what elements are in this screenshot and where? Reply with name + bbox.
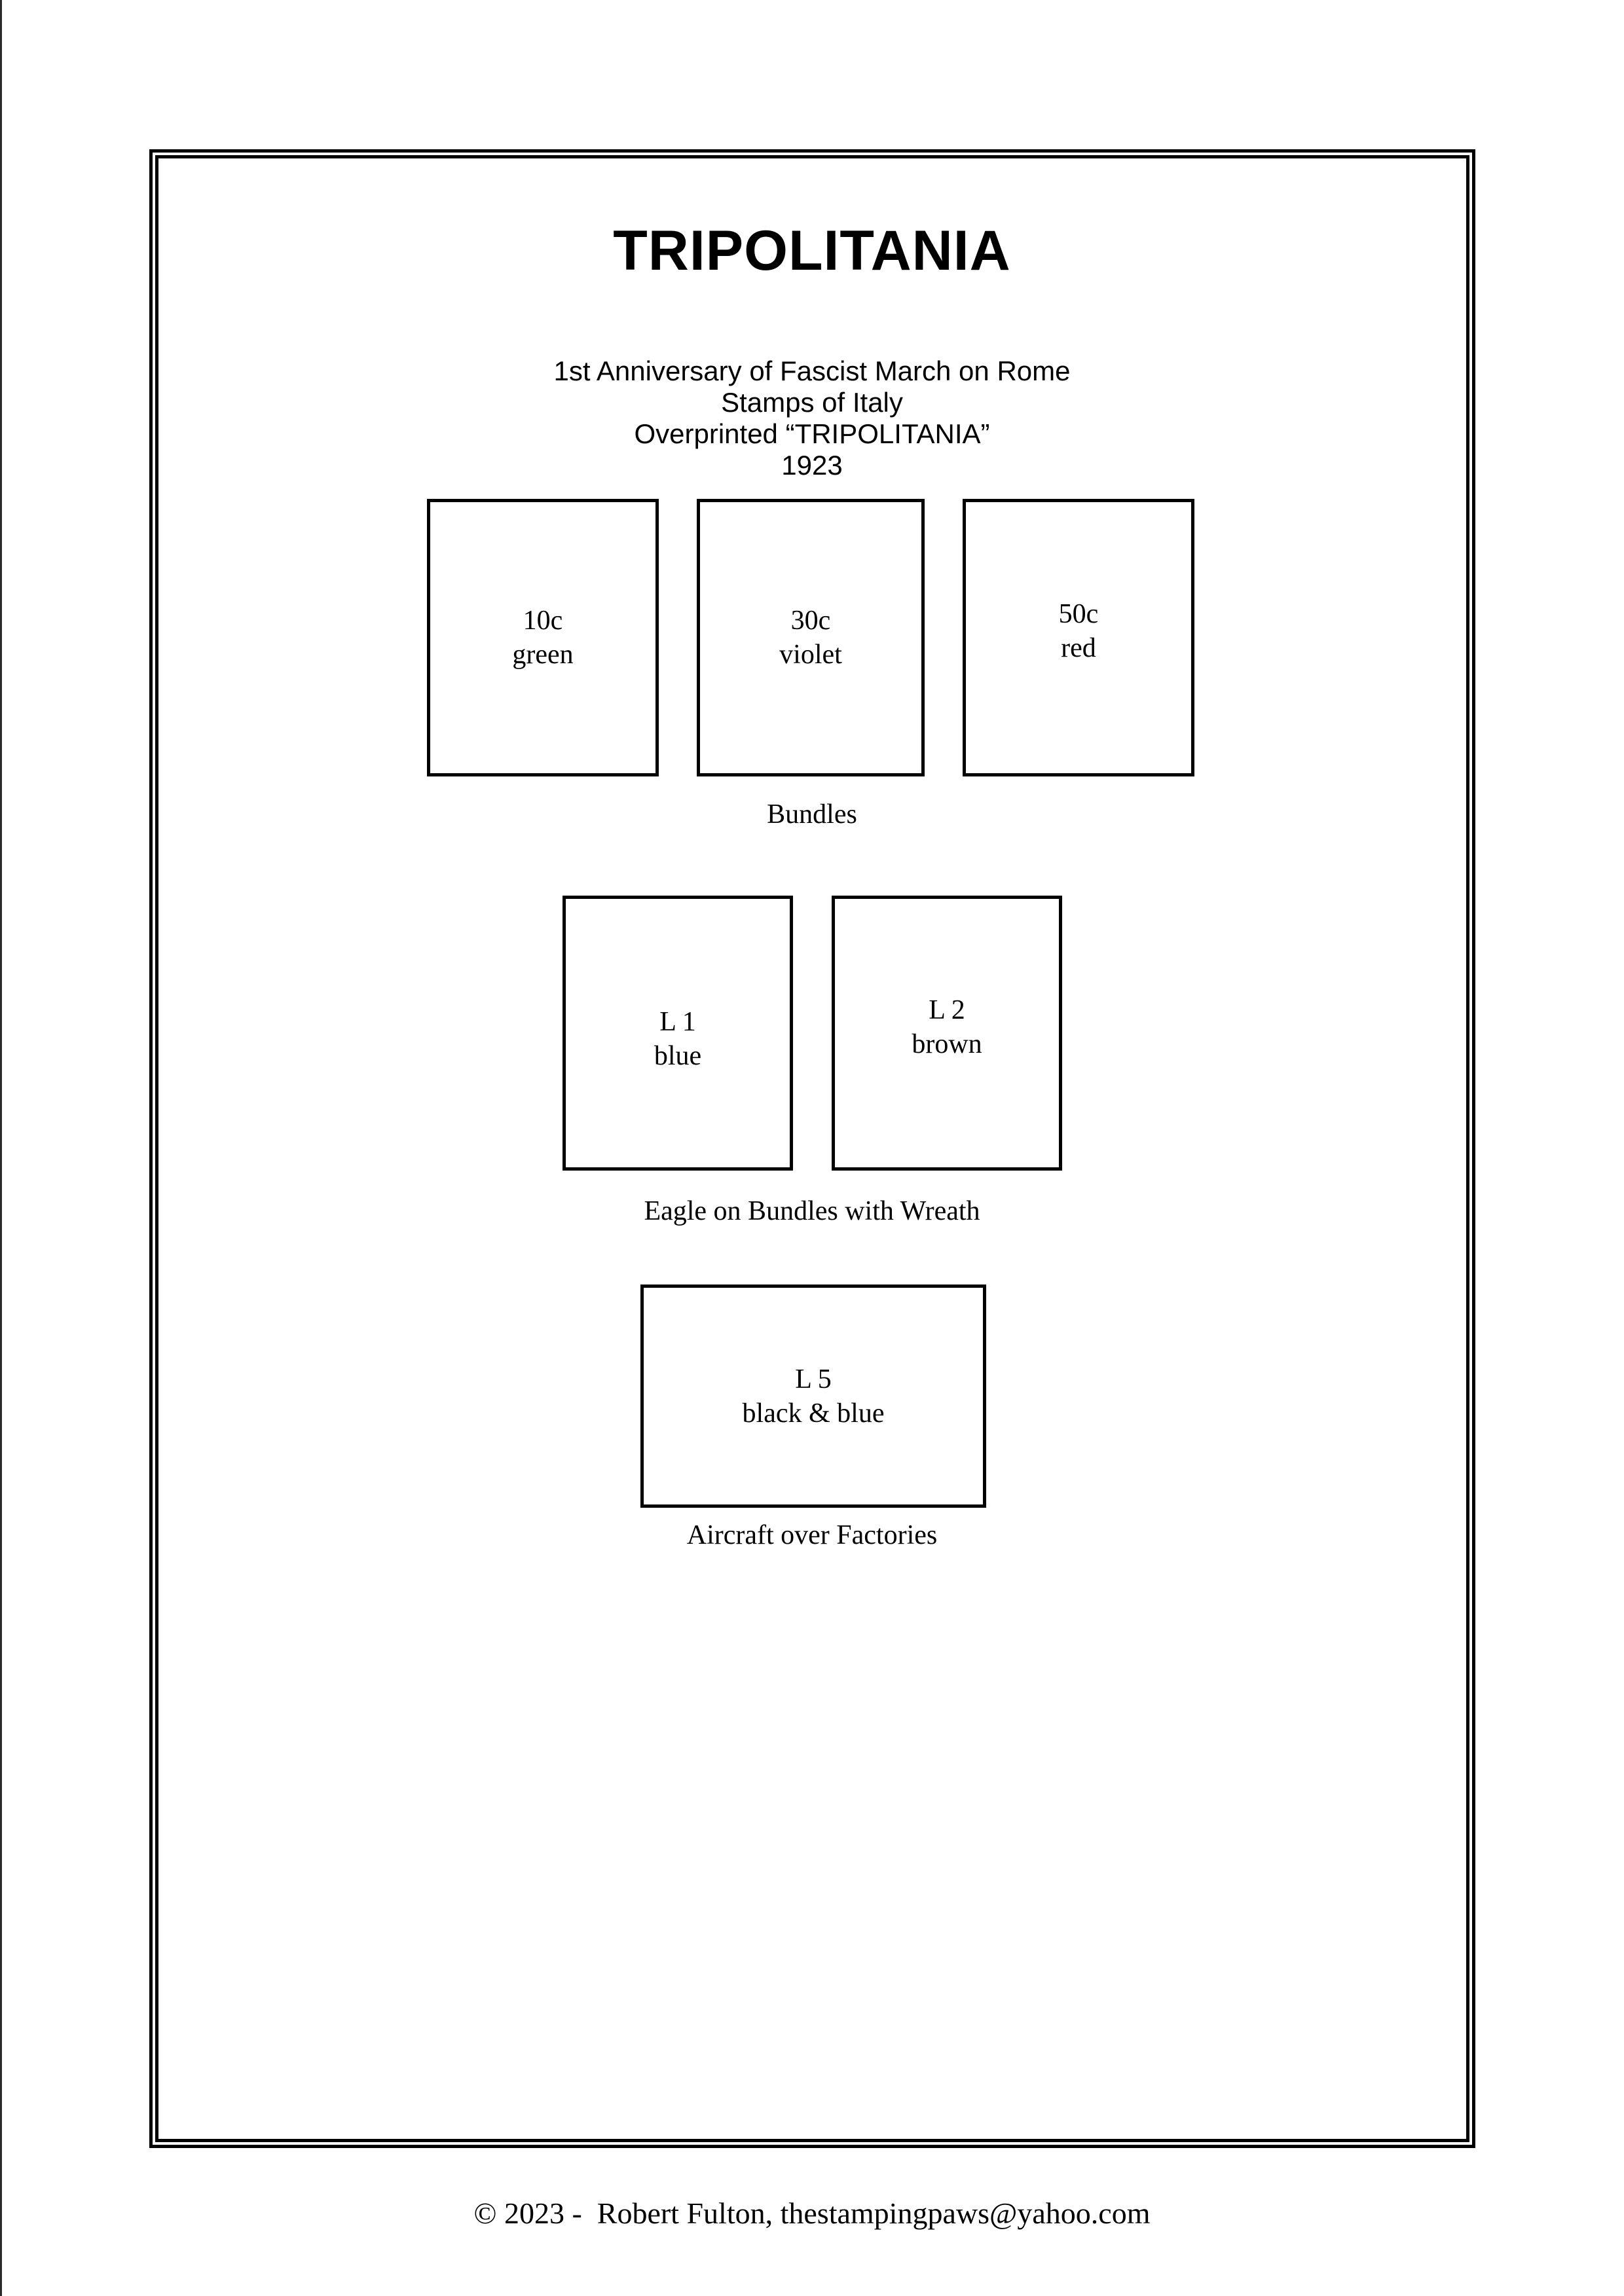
scan-edge-artifact: [0, 0, 2, 2296]
stamp-denomination: L 5: [795, 1364, 832, 1394]
page-title: TRIPOLITANIA: [613, 219, 1011, 282]
group-caption-bundles: Bundles: [767, 799, 857, 829]
stamp-color: green: [512, 640, 574, 670]
stamp-color: violet: [779, 640, 842, 670]
stamp-label: [779, 604, 842, 672]
copyright-footer: © 2023 - Robert Fulton, thestampingpaws@yahoo.com: [473, 2196, 1151, 2230]
stamp-label: [654, 1005, 701, 1073]
stamp-color: brown: [912, 1029, 982, 1059]
group-caption-eagle: Eagle on Bundles with Wreath: [644, 1196, 980, 1226]
stamp-color: black & blue: [742, 1398, 885, 1429]
stamp-label: [912, 993, 982, 1061]
stamp-denomination: 10c: [523, 606, 563, 636]
stamp-box-10c-green: [427, 499, 659, 776]
stamp-denomination: L 1: [659, 1007, 696, 1037]
stamp-denomination: L 2: [929, 995, 965, 1025]
stamp-color: red: [1061, 633, 1096, 663]
stamp-denomination: 50c: [1058, 599, 1099, 629]
group-caption-aircraft: Aircraft over Factories: [686, 1520, 938, 1550]
stamp-box-l5-black-blue: [640, 1285, 986, 1508]
stamp-box-50c-red: [963, 499, 1194, 776]
stamp-denomination: 30c: [790, 606, 831, 636]
stamp-label: [1059, 597, 1099, 665]
page-subtitle: [0, 355, 1624, 481]
stamp-label: [512, 604, 573, 672]
subtitle-line-1: 1st Anniversary of Fascist March on Rome: [553, 355, 1071, 386]
stamp-box-l1-blue: [563, 896, 793, 1171]
stamp-label: [743, 1362, 885, 1430]
subtitle-line-2: Stamps of Italy: [721, 387, 903, 418]
stamp-box-30c-violet: [697, 499, 925, 776]
subtitle-line-3: Overprinted “TRIPOLITANIA”: [634, 418, 990, 449]
stamp-box-l2-brown: [832, 896, 1062, 1171]
stamp-color: blue: [654, 1041, 702, 1071]
subtitle-line-4: 1923: [781, 450, 843, 481]
